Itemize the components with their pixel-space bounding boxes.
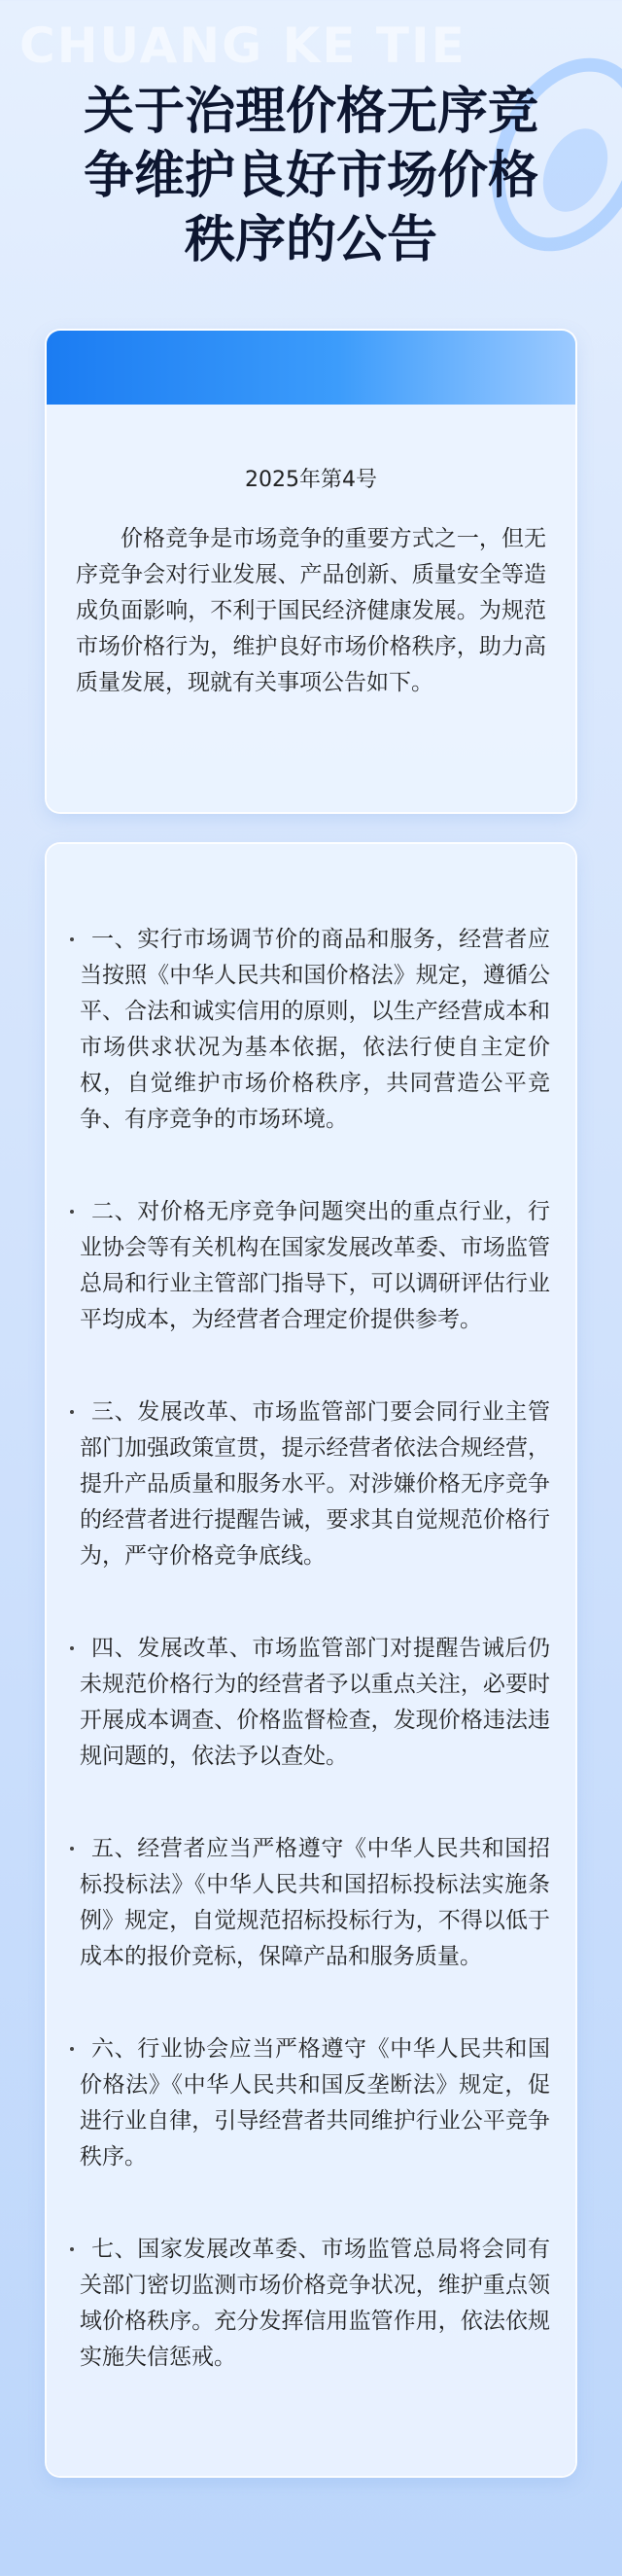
item-text: 四、发展改革、市场监管部门对提醒告诫后仍未规范价格行为的经营者予以重点关注，必要时开展成本调查、价格监督检查，发现价格违法违规问题的，依法予以查处。 [80, 1636, 550, 1769]
bullet-icon [70, 1646, 74, 1650]
item-text: 六、行业协会应当严格遵守《中华人民共和国价格法》《中华人民共和国反垄断法》规定，促进行业自律，引导经营者共同维护行业公平竞争秩序。 [80, 2036, 550, 2170]
list-item [80, 1831, 550, 1975]
item-text: 二、对价格无序竞争问题突出的重点行业，行业协会等有关机构在国家发展改革委、市场监管总局和行业主管部门指导下，可以调研评估行业平均成本，为经营者合理定价提供参考。 [80, 1199, 550, 1332]
bullet-icon [70, 2247, 74, 2251]
notice-header-card [47, 331, 575, 812]
bullet-icon [70, 1410, 74, 1414]
bullet-icon [70, 1210, 74, 1214]
bullet-icon [70, 2047, 74, 2051]
list-item [80, 1194, 550, 1338]
page-title [19, 80, 603, 272]
list-item [80, 2031, 550, 2175]
card-accent-bar [47, 331, 575, 405]
item-text: 五、经营者应当严格遵守《中华人民共和国招标投标法》《中华人民共和国招标投标法实施条例》规定，自觉规范招标投标行为，不得以低于成本的报价竞标，保障产品和服务质量。 [80, 1836, 550, 1969]
title-line-3: 秩序的公告 [184, 210, 437, 269]
item-text: 一、实行市场调节价的商品和服务，经营者应当按照《中华人民共和国价格法》规定，遵循公平、合法和诚实信用的原则，以生产经营成本和市场供求状况为基本依据，依法行使自主定价权，自觉维护市场价格秩序，共同营造公平竞争、有序竞争的市场环境。 [80, 927, 550, 1132]
watermark-text: CHUANG KE TIE [19, 18, 466, 74]
list-item [80, 2232, 550, 2376]
document-number: 2025年第4号 [245, 468, 377, 492]
title-line-1: 关于治理价格无序竞 [83, 82, 538, 141]
intro-paragraph: 价格竞争是市场竞争的重要方式之一，但无序竞争会对行业发展、产品创新、质量安全等造成负面影响，不利于国民经济健康发展。为规范市场价格行为，维护良好市场价格秩序，助力高质量发展，现就有关事项公告如下。 [76, 526, 546, 695]
notice-items-card [47, 844, 575, 2476]
title-line-2: 争维护良好市场价格 [83, 146, 538, 205]
list-item [80, 1631, 550, 1775]
bullet-icon [70, 1847, 74, 1851]
list-item [80, 1394, 550, 1574]
bullet-icon [70, 937, 74, 941]
list-item [80, 922, 550, 1138]
notice-items-list [80, 922, 550, 2432]
item-text: 三、发展改革、市场监管部门要会同行业主管部门加强政策宣贯，提示经营者依法合规经营，提升产品质量和服务水平。对涉嫌价格无序竞争的经营者进行提醒告诫，要求其自觉规范价格行为，严守价格竞争底线。 [80, 1399, 550, 1569]
item-text: 七、国家发展改革委、市场监管总局将会同有关部门密切监测市场价格竞争状况，维护重点领域价格秩序。充分发挥信用监管作用，依法依规实施失信惩戒。 [80, 2237, 550, 2370]
